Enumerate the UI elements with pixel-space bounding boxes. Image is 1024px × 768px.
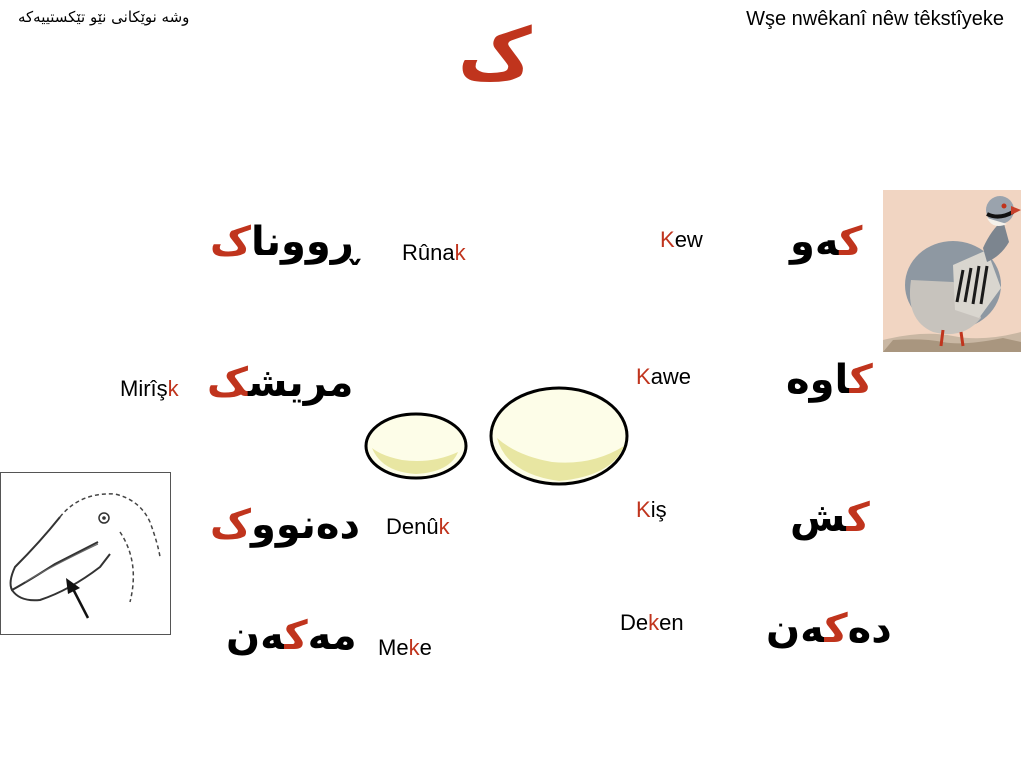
word-latin-kish: Kiş — [636, 497, 667, 522]
word-kurdish-denuk: دەنووک — [210, 502, 361, 548]
word-latin-runak: Rûnak — [402, 240, 466, 265]
eggs-image — [362, 386, 634, 490]
beak-image — [0, 472, 171, 635]
word-latin-kawe: Kawe — [636, 364, 692, 389]
word-kurdish-mirishk: مریشک — [207, 360, 354, 406]
header-kurdish-title: وشه نوێکانی نێو تێکستییەکه — [18, 8, 190, 26]
word-kurdish-kawe: کاوه — [786, 357, 873, 403]
word-latin-deken: Deken — [620, 610, 684, 635]
word-kurdish-runak: ڕووناک — [210, 219, 358, 265]
header-latin-title: Wşe nwêkanî nêw têkstîyeke — [746, 8, 1004, 30]
word-latin-denuk: Denûk — [386, 514, 450, 539]
word-kurdish-kish: کش — [790, 495, 870, 541]
word-kurdish-kew: کەو — [790, 219, 863, 265]
word-latin-mirishk: Mirîşk — [120, 376, 179, 401]
word-kurdish-meke: مەکەن — [226, 613, 357, 659]
word-latin-meke: Meke — [378, 635, 432, 660]
word-kurdish-deken: دەکەن — [766, 606, 892, 652]
featured-letter: ک — [458, 12, 532, 96]
word-latin-kew: Kew — [660, 227, 703, 252]
partridge-image — [883, 190, 1021, 352]
